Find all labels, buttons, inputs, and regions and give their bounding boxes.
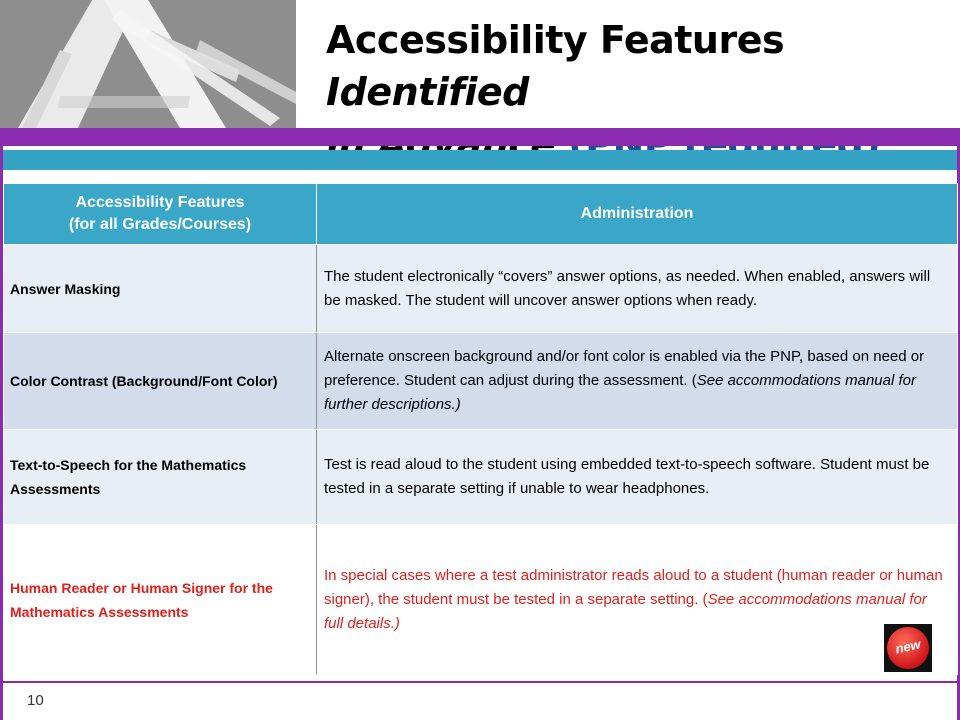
table-row [4, 333, 958, 430]
feature-cell: Color Contrast (Background/Font Color) [4, 333, 317, 430]
description-italic-text: See accommodations manual for full details.) [324, 590, 927, 632]
title-part-1: Accessibility Features [326, 18, 785, 62]
new-badge-icon [884, 624, 932, 672]
table-row [4, 525, 958, 675]
a-logo [0, 0, 296, 128]
page-title [326, 14, 956, 170]
header-accessibility-features [4, 184, 317, 245]
accessibility-features-table [3, 183, 958, 675]
description-text: In special cases where a test administrator reads aloud to a student (human reader or human signer), the student must be tested in a separate setting. ( [324, 566, 943, 608]
purple-accent-bar [0, 128, 960, 146]
description-cell: The student electronically “covers” answer options, as needed. When enabled, answers will be masked. The student will uncover answer options when ready. [317, 245, 958, 333]
teal-accent-bar [0, 150, 960, 170]
feature-cell: Answer Masking [4, 245, 317, 333]
table-row [4, 430, 958, 525]
table-row [4, 245, 958, 333]
description-text: Alternate onscreen background and/or font color is enabled via the PNP, based on need or preference. Student can adjust during the assessment. ( [324, 348, 925, 389]
description-cell [317, 333, 958, 430]
title-part-2: Identified [326, 70, 529, 114]
bottom-divider [0, 681, 960, 683]
page-number: 10 [27, 692, 44, 709]
badge-label: new [894, 636, 922, 657]
table-header-row [4, 184, 958, 245]
description-cell: Test is read aloud to the student using embedded text-to-speech software. Student must be tested in a separate setting if unable to wear headphones. [317, 430, 958, 525]
a-logo-graphic [0, 0, 296, 128]
feature-cell: Text-to-Speech for the Mathematics Assessments [4, 430, 317, 525]
header-col1-line1: Accessibility Features [75, 194, 245, 211]
header-administration: Administration [317, 184, 958, 245]
description-italic-text: See accommodations manual for further descriptions.) [324, 372, 916, 413]
header-col1-line2: (for all Grades/Courses) [68, 216, 252, 233]
description-cell [317, 525, 958, 675]
feature-cell: Human Reader or Human Signer for the Mathematics Assessments [4, 525, 317, 675]
